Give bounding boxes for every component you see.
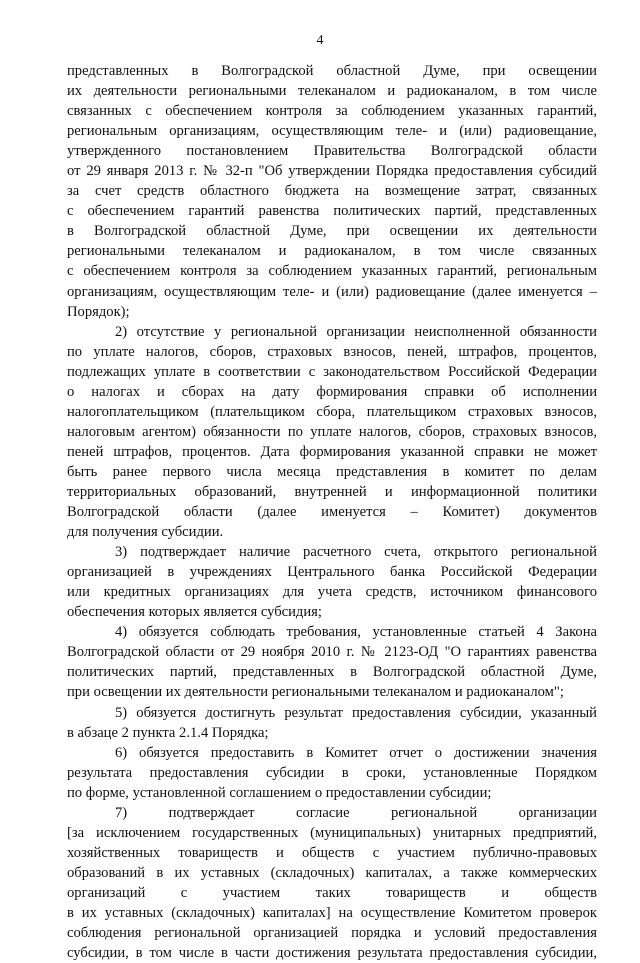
text-line: их деятельности региональными телеканалом и радиоканалом, в том числе: [67, 83, 597, 100]
text-line: организациям, осуществляющим теле- и (или) радиовещание (далее именуется –: [67, 283, 597, 300]
text-line: [за исключением государственных (муниципальных) унитарных предприятий,: [67, 824, 597, 841]
text-line: соблюдения региональной организацией порядка и условий предоставления: [67, 925, 597, 942]
document-body: [67, 61, 597, 963]
text-line: организаций с участием таких товариществ и обществ: [67, 884, 597, 901]
text-line: 2) отсутствие у региональной организации неисполненной обязанности: [115, 323, 597, 340]
text-line: региональным организациям, осуществляющим теле- и (или) радиовещание,: [67, 123, 597, 140]
text-line: утвержденного постановлением Правительства Волгоградской области: [67, 143, 597, 160]
text-line: с обеспечением гарантий равенства политических партий, представленных: [67, 203, 597, 220]
text-line: в их уставных (складочных) капиталах] на осуществление Комитетом проверок: [67, 904, 597, 921]
text-line: для получения субсидии.: [67, 524, 224, 541]
text-line: представленных в Волгоградской областной Думе, при освещении: [67, 63, 597, 79]
text-line: 3) подтверждает наличие расчетного счета, открытого региональной: [115, 544, 597, 561]
text-line: 7) подтверждает согласие региональной организации: [115, 804, 597, 821]
text-line: связанных с обеспечением контроля за соблюдением указанных гарантий,: [67, 103, 597, 120]
text-line: 5) обязуется достигнуть результат предоставления субсидии, указанный: [115, 704, 597, 721]
text-line: налоговым агентом) обязанности по уплате налогов, сборов, страховых взносов,: [67, 423, 597, 440]
text-line: по уплате налогов, сборов, страховых взносов, пеней, штрафов, процентов,: [67, 343, 597, 360]
text-line: с обеспечением контроля за соблюдением указанных гарантий, региональным: [67, 263, 597, 280]
text-line: 4) обязуется соблюдать требования, установленные статьей 4 Закона: [115, 624, 597, 641]
text-line: Порядок);: [67, 303, 130, 320]
text-line: региональными телеканалом и радиоканалом, в том числе связанных: [67, 243, 597, 260]
text-line: субсидии, в том числе в части достижения результата предоставления субсидии,: [67, 945, 597, 962]
text-line: организацией в учреждениях Центрального банка Российской Федерации: [67, 564, 597, 581]
text-line: результата предоставления субсидии в сроки, установленные Порядком: [67, 764, 597, 781]
text-line: подлежащих уплате в соответствии с законодательством Российской Федерации: [67, 363, 597, 380]
text-line: в Волгоградской областной Думе, при освещении их деятельности: [67, 223, 597, 240]
text-line: хозяйственных товариществ и обществ с участием публично-правовых: [67, 844, 597, 861]
text-line: в абзаце 2 пункта 2.1.4 Порядка;: [67, 724, 269, 741]
text-line: налогоплательщиком (плательщиком сбора, плательщиком страховых взносов,: [67, 403, 597, 420]
text-line: о налогах и сборах на дату формирования справки об исполнении: [67, 383, 597, 400]
text-line: при освещении их деятельности региональными телеканалом и радиоканалом";: [67, 684, 564, 701]
text-line: пеней штрафов, процентов. Дата формирования указанной справки не может: [67, 443, 597, 460]
text-line: за счет средств областного бюджета на возмещение затрат, связанных: [67, 183, 597, 200]
text-line: по форме, установленной соглашением о предоставлении субсидии;: [67, 784, 492, 801]
text-line: от 29 января 2013 г. № 32-п "Об утверждении Порядка предоставления субсидий: [67, 163, 597, 180]
text-line: Волгоградской области от 29 ноября 2010 г. № 2123-ОД "О гарантиях равенства: [67, 644, 597, 661]
text-line: быть ранее первого числа месяца представления в комитет по делам: [67, 463, 597, 480]
text-line: обеспечения которых является субсидия;: [67, 604, 322, 621]
text-line: или кредитных организациях для учета средств, источником финансового: [67, 584, 597, 601]
text-line: политических партий, представленных в Волгоградской областной Думе,: [67, 664, 597, 681]
page-number: 4: [316, 33, 324, 48]
text-line: 6) обязуется предоставить в Комитет отчет о достижении значения: [115, 744, 597, 761]
text-line: территориальных образований, внутренней и информационной политики: [67, 483, 597, 500]
text-line: образований в их уставных (складочных) капиталах, а также коммерческих: [67, 864, 597, 881]
text-line: Волгоградской области (далее именуется – Комитет) документов: [67, 504, 597, 521]
